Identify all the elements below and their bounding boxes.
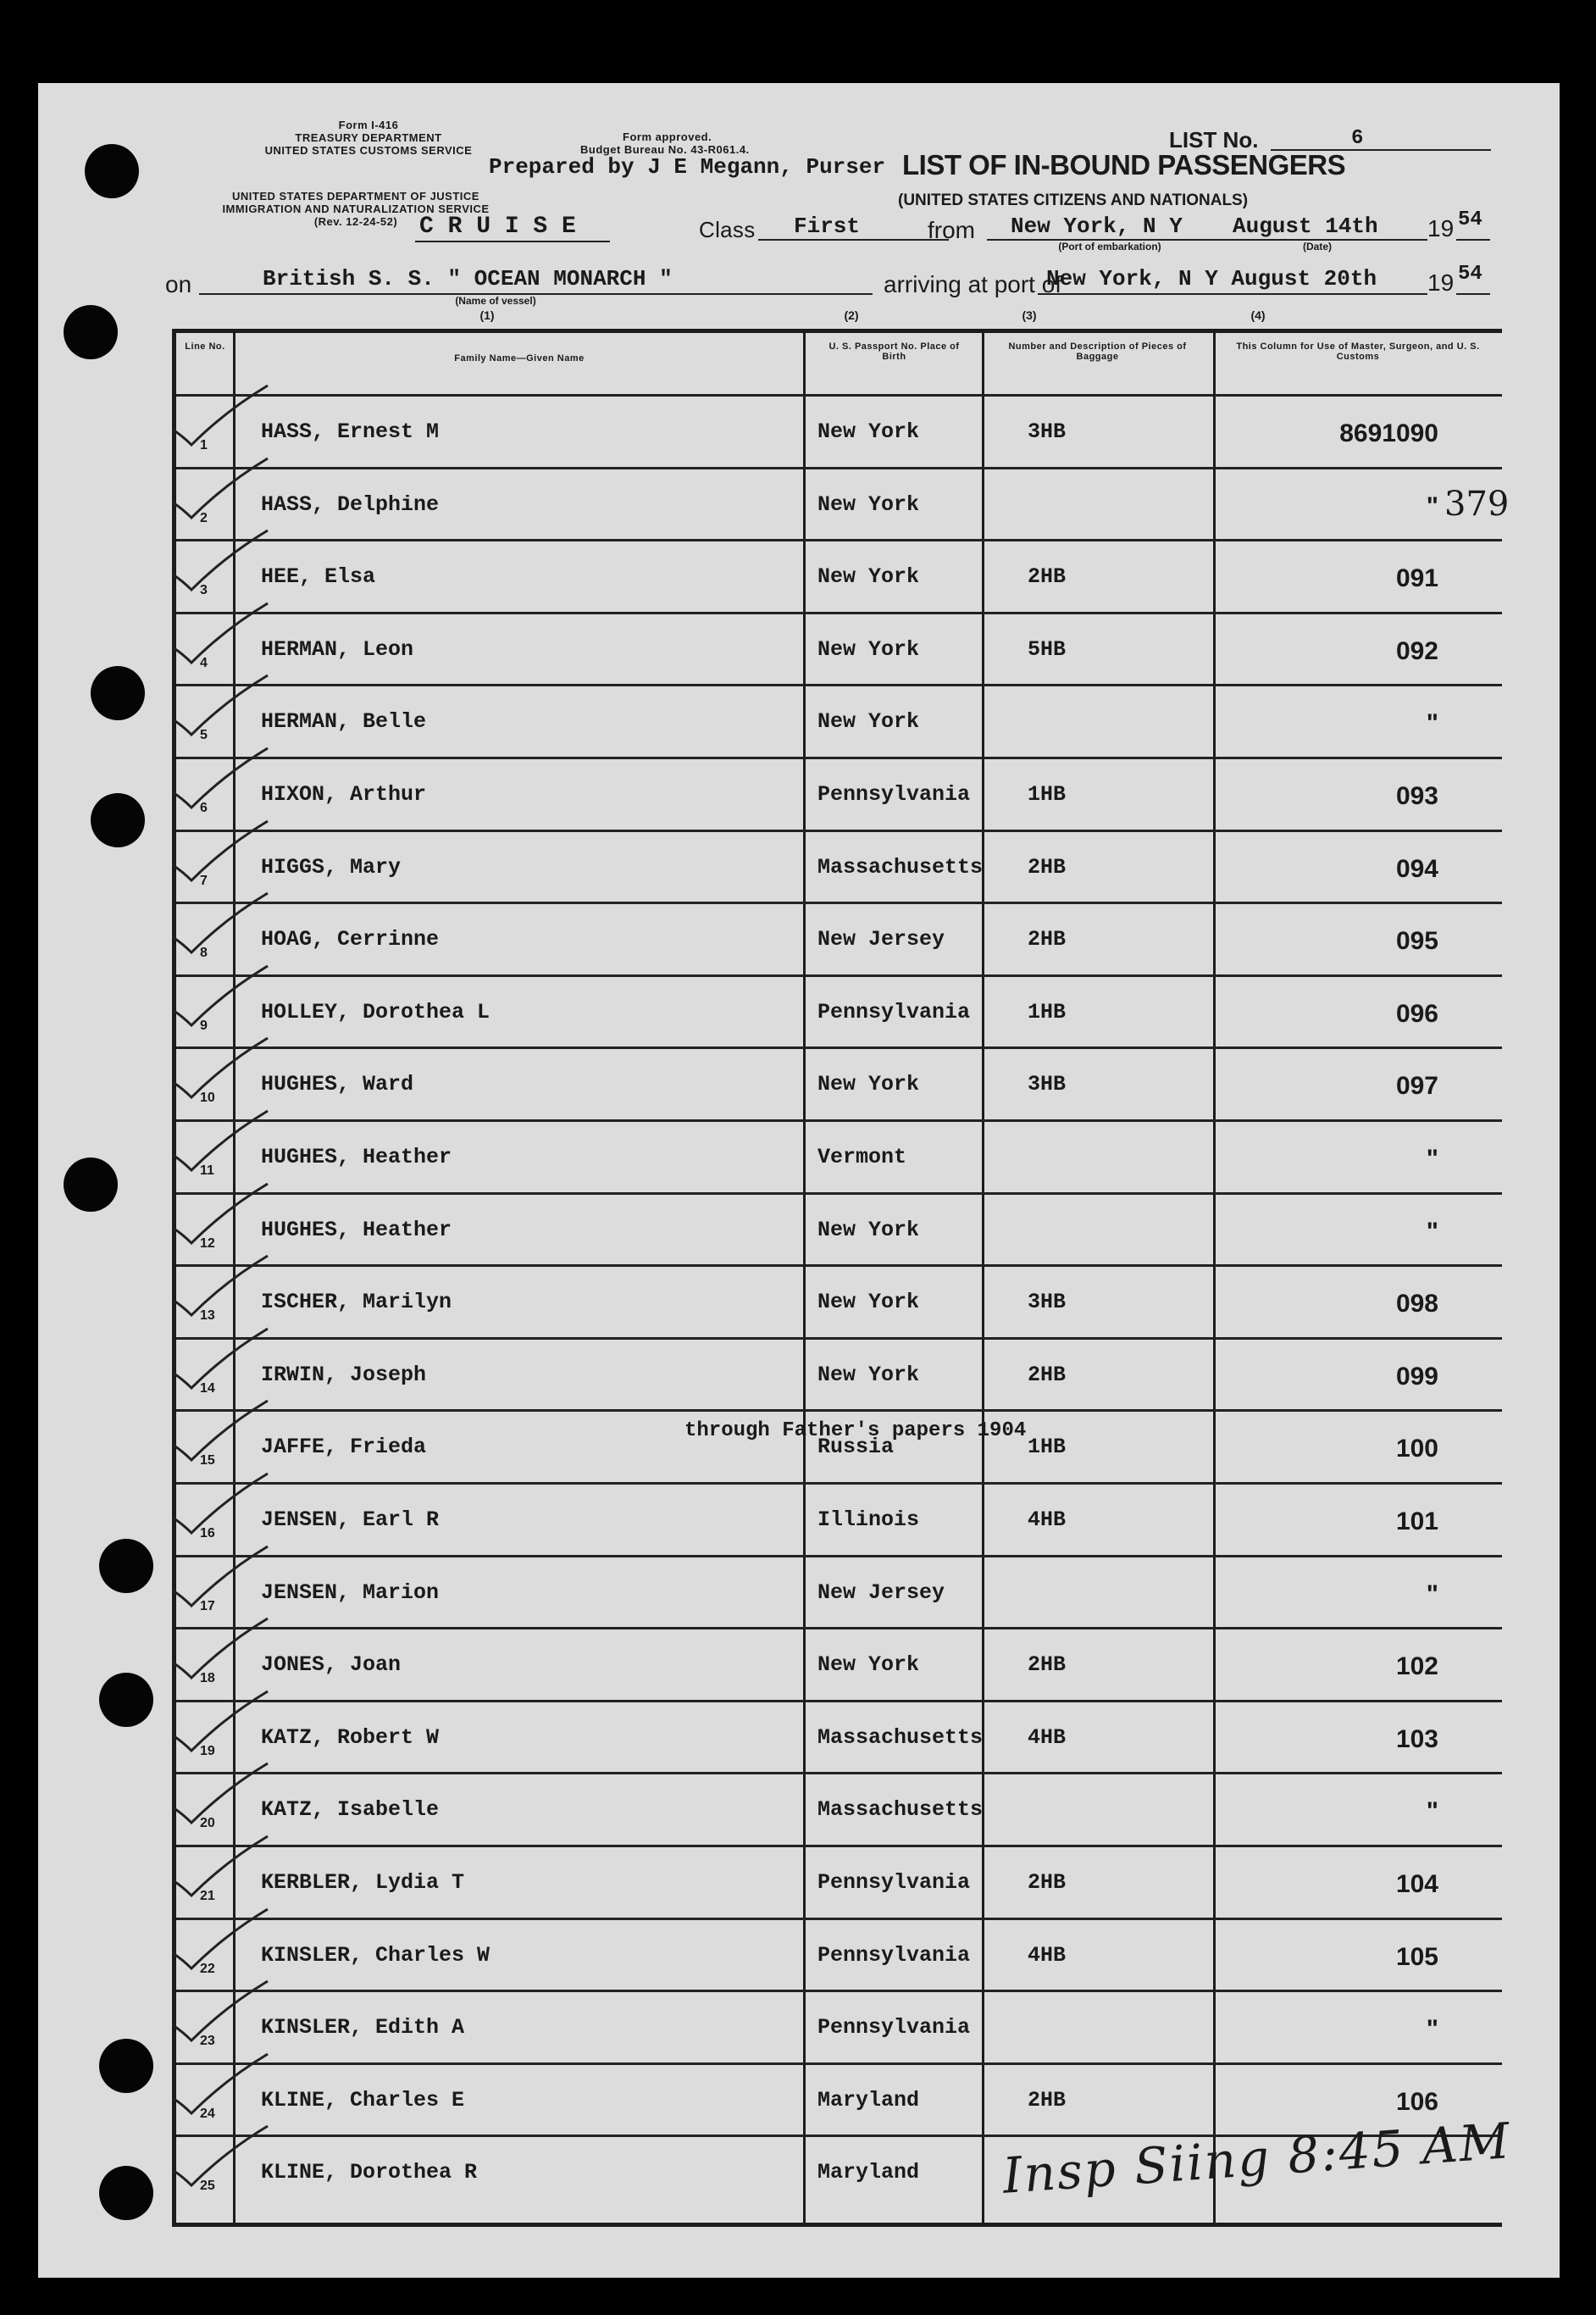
customs-number: 098 (1395, 1290, 1438, 1318)
place-of-birth: Maryland (817, 2087, 920, 2112)
line-number: 23 (200, 2034, 215, 2049)
header-line-no: Line No. (185, 341, 225, 352)
check-mark-icon (166, 740, 285, 816)
line-number: 13 (200, 1308, 215, 1324)
arrival-port-date: New York, N Y August 20th (1046, 266, 1377, 291)
place-of-birth: Vermont (817, 1145, 907, 1169)
passenger-name: HEE, Elsa (261, 564, 376, 590)
year-prefix: 19 (1427, 215, 1455, 241)
check-mark-icon (166, 1030, 285, 1106)
place-of-birth: New York (817, 564, 920, 590)
approval-block (580, 130, 834, 156)
customs-number: 099 (1395, 1362, 1438, 1391)
place-of-birth: New York (817, 419, 920, 444)
place-of-birth: Pennsylvania (817, 1870, 971, 1895)
baggage: 2HB (1028, 1652, 1067, 1678)
passenger-table (172, 329, 1513, 2227)
place-of-birth: New York (817, 1362, 920, 1387)
line-number: 10 (200, 1091, 215, 1106)
class-value: First (794, 214, 861, 239)
passenger-name: KERBLER, Lydia T (261, 1870, 465, 1895)
passenger-name: HUGHES, Heather (261, 1217, 452, 1242)
customs-number: 092 (1395, 636, 1438, 665)
table-row (176, 1337, 1502, 1413)
punch-hole (91, 793, 145, 847)
customs-number: 101 (1395, 1507, 1438, 1535)
header-row (176, 333, 1502, 397)
passenger-name: HASS, Delphine (261, 491, 440, 517)
line-number: 3 (200, 583, 208, 598)
baggage: 3HB (1028, 1072, 1067, 1097)
check-mark-icon (166, 667, 285, 743)
line-number: 21 (200, 1889, 215, 1903)
baggage: 2HB (1028, 927, 1067, 952)
header-name: Family Name—Given Name (454, 353, 585, 364)
check-mark-icon (166, 1755, 285, 1831)
customs-service: UNITED STATES CUSTOMS SERVICE (264, 144, 473, 157)
customs-number: 106 (1395, 2087, 1438, 2116)
baggage: 5HB (1028, 636, 1067, 662)
table-row (176, 1990, 1502, 2065)
passenger-name: JAFFE, Frieda (261, 1435, 427, 1460)
line-number: 1 (200, 438, 208, 452)
place-of-birth: New Jersey (817, 927, 945, 952)
line-number: 24 (200, 2106, 215, 2121)
customs-number: " (1426, 1797, 1438, 1826)
line-number: 14 (200, 1380, 215, 1396)
from-port: New York, N Y (1011, 214, 1183, 239)
form-approved: Form approved. (623, 130, 712, 143)
customs-number: 094 (1395, 854, 1438, 883)
table-row (176, 612, 1502, 687)
line-number: 2 (200, 510, 208, 525)
line-number: 20 (200, 1816, 215, 1831)
table-row (176, 1772, 1502, 1847)
ins-service: IMMIGRATION AND NATURALIZATION SERVICE (222, 203, 490, 215)
row15-annotation: through Father's papers 1904 (684, 1419, 1027, 1442)
vessel-name: British S. S. " OCEAN MONARCH " (263, 266, 673, 291)
check-mark-icon (166, 1247, 285, 1324)
line-number: 4 (200, 655, 208, 670)
customs-number: 102 (1395, 1652, 1438, 1681)
passenger-name: JENSEN, Earl R (261, 1507, 440, 1532)
place-of-birth: Pennsylvania (817, 999, 971, 1024)
place-of-birth: Massachusetts (817, 854, 984, 880)
customs-number: 100 (1395, 1435, 1438, 1463)
arrival-year-value: 54 (1458, 263, 1482, 286)
customs-number: " (1426, 1579, 1438, 1608)
check-mark-icon (166, 1175, 285, 1252)
table-row (176, 539, 1502, 614)
customs-number: " (1426, 1217, 1438, 1246)
check-mark-icon (166, 1538, 285, 1614)
passenger-name: JONES, Joan (261, 1652, 402, 1678)
punch-hole (64, 305, 118, 359)
place-of-birth: Maryland (817, 2160, 920, 2185)
inspector-signature: Insp Siing 8:45 AM (1000, 2112, 1513, 2205)
passenger-name: HUGHES, Heather (261, 1145, 452, 1169)
line-number: 16 (200, 1526, 215, 1541)
customs-number: " (1426, 1145, 1438, 1173)
header-passport: U. S. Passport No. Place of Birth (828, 341, 960, 362)
passenger-name: ISCHER, Marilyn (261, 1290, 452, 1315)
place-of-birth: New York (817, 491, 920, 517)
baggage: 1HB (1028, 1435, 1067, 1460)
date-caption: (Date) (1302, 241, 1332, 253)
check-mark-icon (166, 1320, 285, 1396)
punch-hole (85, 144, 139, 198)
passenger-name: HOLLEY, Dorothea L (261, 999, 490, 1024)
customs-number: " (1426, 709, 1438, 738)
table-row (176, 394, 1502, 469)
on-label: on (165, 271, 192, 297)
cruise-label: C R U I S E (419, 214, 576, 240)
punch-hole (99, 1673, 153, 1727)
col-num-3: (3) (1022, 308, 1037, 322)
place-of-birth: New York (817, 1290, 920, 1315)
place-of-birth: Russia (817, 1435, 895, 1460)
place-of-birth: New Jersey (817, 1579, 945, 1605)
table-row (176, 1264, 1502, 1340)
list-no-label: LIST No. (1169, 127, 1259, 153)
customs-number: 093 (1395, 782, 1438, 810)
passenger-name: HUGHES, Ward (261, 1072, 414, 1097)
check-mark-icon (166, 885, 285, 961)
baggage: 2HB (1028, 2087, 1067, 2112)
form-number: Form I-416 (338, 119, 399, 131)
port-caption: (Port of embarkation) (1058, 241, 1161, 253)
place-of-birth: Illinois (817, 1507, 920, 1532)
line-number: 17 (200, 1598, 215, 1613)
place-of-birth: New York (817, 1652, 920, 1678)
form-block (229, 119, 508, 157)
line-number: 18 (200, 1671, 215, 1686)
customs-number: 091 (1395, 564, 1438, 593)
check-mark-icon (166, 813, 285, 889)
table-row (176, 1482, 1502, 1557)
passenger-name: HOAG, Cerrinne (261, 927, 440, 952)
baggage: 2HB (1028, 854, 1067, 880)
baggage: 1HB (1028, 999, 1067, 1024)
from-date: August 14th (1233, 214, 1378, 239)
page-subtitle: (UNITED STATES CITIZENS AND NATIONALS) (898, 192, 1249, 209)
line-number: 15 (200, 1453, 215, 1468)
passenger-name: KINSLER, Edith A (261, 2015, 465, 2040)
place-of-birth: New York (817, 709, 920, 735)
check-mark-icon (166, 522, 285, 598)
customs-number: " (1426, 2015, 1438, 2044)
passenger-name: KATZ, Isabelle (261, 1797, 440, 1823)
class-label: Class (699, 217, 756, 242)
customs-number: 105 (1395, 1942, 1438, 1971)
check-mark-icon (166, 1102, 285, 1179)
header-baggage: Number and Description of Pieces of Baggage (1008, 341, 1187, 362)
passenger-name: KLINE, Charles E (261, 2087, 465, 2112)
table-row (176, 1700, 1502, 1775)
customs-number: 8691090 (1339, 419, 1438, 447)
table-row (176, 1119, 1502, 1195)
line-number: 22 (200, 1961, 215, 1976)
baggage: 2HB (1028, 564, 1067, 590)
customs-number: 097 (1395, 1072, 1438, 1101)
treasury-dept: TREASURY DEPARTMENT (295, 131, 442, 144)
baggage: 4HB (1028, 1724, 1067, 1750)
vessel-caption: (Name of vessel) (455, 295, 536, 307)
punch-hole (91, 666, 145, 720)
list-no-value: 6 (1351, 127, 1364, 150)
line-number: 8 (200, 946, 208, 961)
check-mark-icon (166, 450, 285, 526)
table-row (176, 1845, 1502, 1920)
passenger-name: HIXON, Arthur (261, 782, 427, 807)
year-value: 54 (1458, 208, 1482, 231)
place-of-birth: Pennsylvania (817, 2015, 971, 2040)
header-customs: This Column for Use of Master, Surgeon, and U. S. Customs (1236, 341, 1480, 362)
passenger-name: KATZ, Robert W (261, 1724, 440, 1750)
check-mark-icon (166, 377, 285, 453)
punch-hole (99, 2039, 153, 2093)
passenger-name: HIGGS, Mary (261, 854, 402, 880)
col-num-4: (4) (1250, 308, 1266, 322)
check-mark-icon (166, 958, 285, 1034)
baggage: 4HB (1028, 1942, 1067, 1968)
passenger-name: HASS, Ernest M (261, 419, 440, 444)
check-mark-icon (166, 1465, 285, 1541)
line-number: 19 (200, 1743, 215, 1758)
punch-hole (99, 2166, 153, 2220)
col-num-2: (2) (844, 308, 859, 322)
table-row (176, 684, 1502, 759)
customs-number: 095 (1395, 927, 1438, 956)
place-of-birth: New York (817, 636, 920, 662)
place-of-birth: Massachusetts (817, 1797, 984, 1823)
manifest-page (38, 83, 1560, 2278)
line-number: 12 (200, 1235, 215, 1251)
table-row (176, 757, 1502, 832)
revision: (Rev. 12-24-52) (313, 215, 398, 228)
punch-hole (99, 1539, 153, 1593)
place-of-birth: Pennsylvania (817, 782, 971, 807)
passenger-name: HERMAN, Leon (261, 636, 414, 662)
check-mark-icon (166, 1683, 285, 1759)
punch-hole (64, 1158, 118, 1212)
page-title: LIST OF IN-BOUND PASSENGERS (902, 149, 1346, 180)
customs-number: 104 (1395, 1870, 1438, 1898)
table-row (176, 830, 1502, 905)
table-row (176, 1555, 1502, 1630)
baggage: 2HB (1028, 1870, 1067, 1895)
passenger-name: HERMAN, Belle (261, 709, 427, 735)
place-of-birth: Massachusetts (817, 1724, 984, 1750)
baggage: 4HB (1028, 1507, 1067, 1532)
line-number: 7 (200, 873, 208, 888)
from-label: from (928, 217, 975, 243)
passenger-name: KLINE, Dorothea R (261, 2160, 478, 2185)
check-mark-icon (166, 1392, 285, 1468)
prepared-by: Prepared by J E Megann, Purser (489, 154, 886, 180)
check-mark-icon (166, 1828, 285, 1904)
check-mark-icon (166, 2046, 285, 2122)
check-mark-icon (166, 1901, 285, 1977)
table-row (176, 1046, 1502, 1122)
baggage: 3HB (1028, 1290, 1067, 1315)
baggage: 1HB (1028, 782, 1067, 807)
line-number: 11 (200, 1163, 214, 1178)
table-row (176, 1627, 1502, 1702)
check-mark-icon (166, 1973, 285, 2049)
table-row (176, 902, 1502, 977)
arrival-year-prefix: 19 (1427, 269, 1455, 296)
col-num-1: (1) (479, 308, 495, 322)
table-row (176, 974, 1502, 1050)
check-mark-icon (166, 595, 285, 671)
check-mark-icon (166, 1610, 285, 1686)
passenger-name: IRWIN, Joseph (261, 1362, 427, 1387)
passenger-name: JENSEN, Marion (261, 1579, 440, 1605)
customs-number: " (1426, 491, 1438, 520)
baggage: 2HB (1028, 1362, 1067, 1387)
baggage: 3HB (1028, 419, 1067, 444)
margin-note: 379 (1444, 485, 1510, 524)
line-number: 6 (200, 801, 208, 815)
place-of-birth: New York (817, 1072, 920, 1097)
customs-number: 096 (1395, 999, 1438, 1028)
place-of-birth: Pennsylvania (817, 1942, 971, 1968)
arriving-label: arriving at port of (884, 271, 1062, 297)
line-number: 9 (200, 1018, 208, 1033)
check-mark-icon (166, 2118, 285, 2194)
justice-dept: UNITED STATES DEPARTMENT OF JUSTICE (232, 190, 479, 203)
place-of-birth: New York (817, 1217, 920, 1242)
passenger-name: KINSLER, Charles W (261, 1942, 490, 1968)
table-row (176, 1192, 1502, 1268)
line-number: 25 (200, 2179, 215, 2194)
line-number: 5 (200, 728, 208, 743)
budget-bureau: Budget Bureau No. 43-R061.4. (580, 143, 750, 156)
table-row (176, 467, 1502, 542)
customs-number: 103 (1395, 1724, 1438, 1753)
table-row (176, 1918, 1502, 1993)
